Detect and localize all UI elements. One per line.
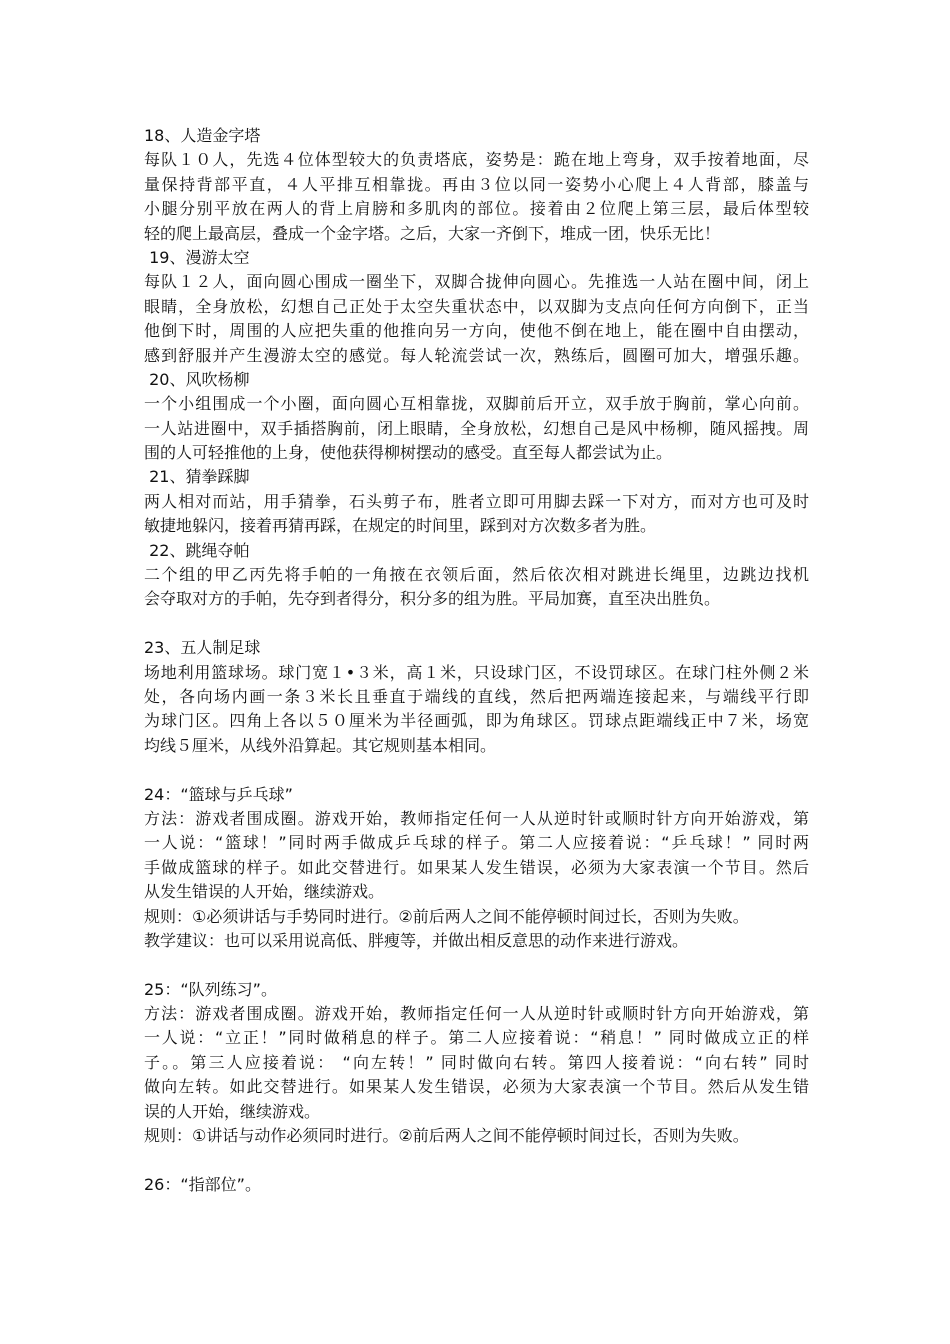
section-19 (144, 246, 809, 368)
paragraph-line: 做向左转。如此交替进行。如果某人发生错误，必须为大家表演一个节目。然后从发生错 (144, 1077, 809, 1097)
paragraph-line: 方法：游戏者围成圈。游戏开始，教师指定任何一人从逆时针或顺时针方向开始游戏，第 (144, 808, 809, 828)
section-heading: 20、风吹杨柳 (144, 369, 250, 389)
paragraph-line: 两人相对而站，用手猜拳，石头剪子布，胜者立即可用脚去踩一下对方，而对方也可及时 (144, 491, 809, 511)
section-heading: 24：“篮球与乒乓球” (144, 784, 293, 804)
blank-line (144, 612, 809, 636)
blank-line (144, 758, 809, 782)
paragraph-line: 子。。第三人应接着说： “向左转！” 同时做向右转。第四人接着说：“向右转” 同时 (144, 1052, 809, 1072)
section-26 (144, 1173, 809, 1197)
paragraph-line: 轻的爬上最高层，叠成一个金字塔。之后，大家一齐倒下，堆成一团，快乐无比！ (144, 223, 721, 243)
section-heading: 19、漫游太空 (144, 247, 250, 267)
paragraph-line: 感到舒服并产生漫游太空的感觉。每人轮流尝试一次，熟练后，圆圈可加大，增强乐趣。 (144, 345, 809, 365)
paragraph-line: 眼睛，全身放松，幻想自己正处于太空失重状态中，以双脚为支点向任何方向倒下，正当 (144, 296, 809, 316)
section-20 (144, 368, 809, 466)
paragraph-line: 一人站进圈中，双手插搭胸前，闭上眼睛，全身放松，幻想自己是风中杨柳，随风摇拽。周 (144, 418, 809, 438)
section-heading: 25：“队列练习”。 (144, 979, 277, 999)
paragraph-line: 敏捷地躲闪，接着再猜再踩，在规定的时间里，踩到对方次数多者为胜。 (144, 516, 657, 536)
paragraph-line: 方法：游戏者围成圈。游戏开始，教师指定任何一人从逆时针或顺时针方向开始游戏，第 (144, 1004, 809, 1024)
section-heading: 21、猜拳踩脚 (144, 467, 250, 487)
section-25 (144, 978, 809, 1149)
section-18 (144, 124, 809, 246)
paragraph-line: 一个小组围成一个小圈，面向圆心互相靠拢，双脚前后开立，双手放于胸前，掌心向前。 (144, 394, 809, 414)
section-heading: 18、人造金字塔 (144, 126, 261, 145)
paragraph-line: 从发生错误的人开始，继续游戏。 (144, 882, 385, 902)
section-21 (144, 465, 809, 538)
paragraph-line: 每队１０人，先选４位体型较大的负责塔底，姿势是：跪在地上弯身，双手按着地面，尽 (144, 150, 809, 170)
paragraph-line: 每队１２人，面向圆心围成一圈坐下，双脚合拢伸向圆心。先推选一人站在圈中间，闭上 (144, 272, 809, 292)
teaching-tip-line: 教学建议：也可以采用说高低、胖瘦等，并做出相反意思的动作来进行游戏。 (144, 930, 689, 950)
section-heading: 23、五人制足球 (144, 638, 261, 658)
section-heading: 26：“指部位”。 (144, 1174, 261, 1194)
paragraph-line: 会夺取对方的手帕，先夺到者得分，积分多的组为胜。平局加赛，直至决出胜负。 (144, 589, 721, 609)
blank-line (144, 953, 809, 977)
blank-line (144, 1148, 809, 1172)
paragraph-line: 处，各向场内画一条３米长且垂直于端线的直线，然后把两端连接起来，与端线平行即 (144, 686, 809, 706)
section-heading: 22、跳绳夺帕 (144, 540, 250, 560)
paragraph-line: 他倒下时，周围的人应把失重的他推向另一方向，使他不倒在地上，能在圈中自由摆动， (144, 321, 809, 341)
rules-line: 规则：①必须讲话与手势同时进行。②前后两人之间不能停顿时间过长，否则为失败。 (144, 906, 749, 926)
paragraph-line: 场地利用篮球场。球门宽１•３米，高１米，只设球门区，不设罚球区。在球门柱外侧２米 (144, 662, 809, 682)
section-24 (144, 783, 809, 954)
paragraph-line: 手做成篮球的样子。如此交替进行。如果某人发生错误，必须为大家表演一个节目。然后 (144, 857, 809, 877)
paragraph-line: 小腿分别平放在两人的背上肩膀和多肌肉的部位。接着由２位爬上第三层，最后体型较 (144, 199, 809, 219)
paragraph-line: 为球门区。四角上各以５０厘米为半径画弧，即为角球区。罚球点距端线正中７米，场宽 (144, 711, 809, 731)
paragraph-line: 一人说：“篮球！”同时两手做成乒乓球的样子。第二人应接着说：“乒乓球！” 同时两 (144, 833, 809, 853)
section-22 (144, 539, 809, 612)
paragraph-line: 量保持背部平直，４人平排互相靠拢。再由３位以同一姿势小心爬上４人背部，膝盖与 (144, 174, 809, 194)
paragraph-line: 均线５厘米，从线外沿算起。其它规则基本相同。 (144, 735, 497, 755)
rules-line: 规则：①讲话与动作必须同时进行。②前后两人之间不能停顿时间过长，否则为失败。 (144, 1126, 749, 1146)
document-page (144, 124, 809, 1197)
paragraph-line: 围的人可轻推他的上身，使他获得柳树摆动的感受。直至每人都尝试为止。 (144, 443, 673, 463)
paragraph-line: 二个组的甲乙丙先将手帕的一角掖在衣领后面，然后依次相对跳进长绳里，边跳边找机 (144, 565, 809, 585)
paragraph-line: 一人说：“立正！”同时做稍息的样子。第二人应接着说：“稍息！” 同时做成立正的样 (144, 1028, 809, 1048)
section-23 (144, 636, 809, 758)
paragraph-line: 误的人开始，继续游戏。 (144, 1101, 321, 1121)
